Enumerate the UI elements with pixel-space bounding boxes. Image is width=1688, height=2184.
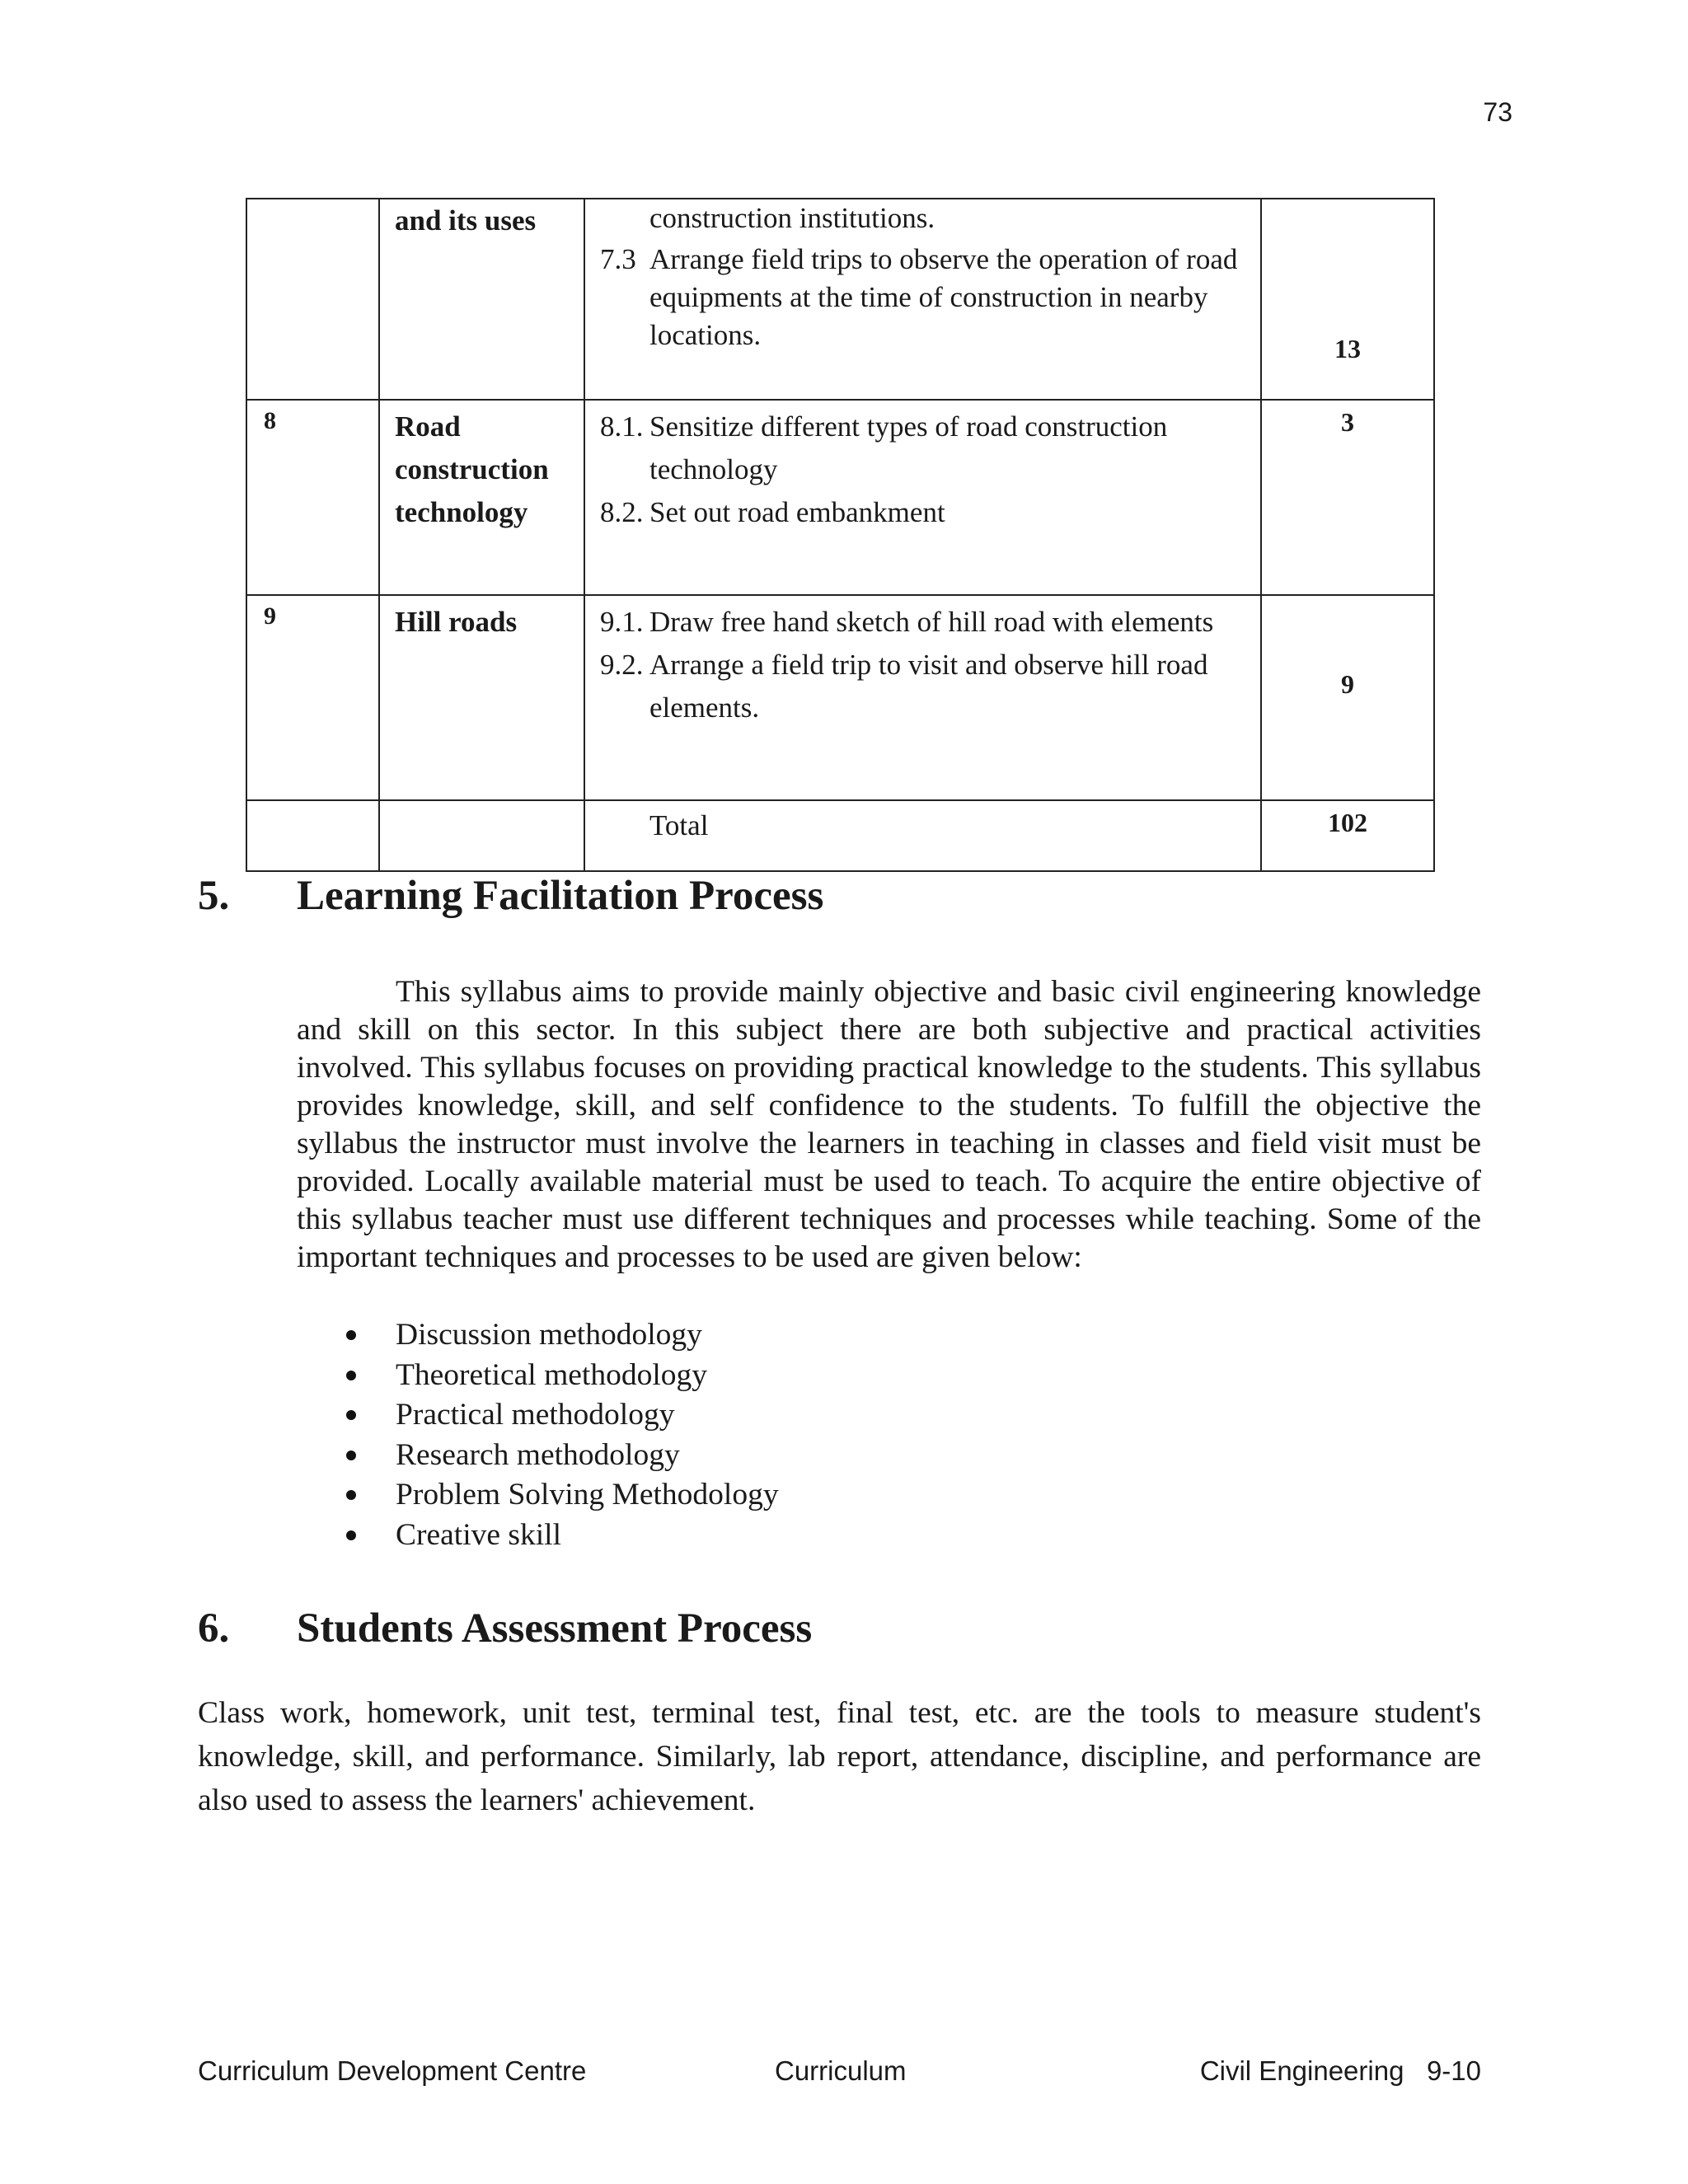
table-row <box>246 800 1434 871</box>
list-item: Problem Solving Methodology <box>346 1475 779 1516</box>
unit-title-cell <box>379 595 584 800</box>
unit-title-cell <box>379 400 584 595</box>
total-label: Total <box>649 809 709 841</box>
activity-item <box>600 241 1252 354</box>
unit-number-cell <box>246 595 379 800</box>
empty-cell <box>379 800 584 871</box>
list-item: Research methodology <box>346 1436 779 1476</box>
methodology-list <box>346 1315 779 1555</box>
activity-item <box>600 601 1252 644</box>
unit-title: and its uses <box>395 204 537 237</box>
empty-cell <box>246 800 379 871</box>
unit-number-cell <box>246 199 379 400</box>
table-row <box>246 199 1434 400</box>
assessment-paragraph: Class work, homework, unit test, terminal test, final test, etc. are the tools to measure student's knowledge, skill, and performance. Similarly, lab report, attendance, discipline, and performance are also used to assess the learners' achievement. <box>198 1696 1481 1817</box>
activity-number: 7.3 <box>600 243 636 275</box>
hours-value: 9 <box>1341 669 1354 699</box>
table-row <box>246 595 1434 800</box>
footer-center: Curriculum <box>775 2055 907 2086</box>
activity-item <box>600 644 1252 729</box>
total-value: 102 <box>1328 808 1367 837</box>
activity-cell <box>584 199 1261 400</box>
activity-text: Arrange a field trip to visit and observe hill road elements. <box>649 649 1208 724</box>
footer-left: Curriculum Development Centre <box>198 2055 587 2086</box>
list-item: Discussion methodology <box>346 1315 779 1356</box>
activity-number: 8.2. <box>600 496 644 528</box>
hours-cell <box>1261 595 1434 800</box>
activity-cell <box>584 400 1261 595</box>
list-item: Theoretical methodology <box>346 1356 779 1396</box>
table-row <box>246 400 1434 595</box>
section-number: 6. <box>198 1605 230 1652</box>
learning-paragraph: This syllabus aims to provide mainly objective and basic civil engineering knowledge and skill on this sector. In this subject there are both subjective and practical activities involved. This syllabus focuses on providing practical knowledge to the students. This syllabus provides knowledge, skill, and self confidence to the students. To fulfill the objective the syllabus the instructor must involve the learners in teaching in classes and field visit must be provided. Locally available material must be used to teach. To acquire the entire objective of this syllabus teacher must use different techniques and processes while teaching. Some of the important techniques and processes to be used are given below: <box>297 975 1481 1274</box>
section-title: Students Assessment Process <box>297 1605 813 1652</box>
activity-number: 9.2. <box>600 649 644 681</box>
activity-text: Arrange field trips to observe the operation of road equipments at the time of construction in nearby locations. <box>649 243 1238 351</box>
activity-text: Draw free hand sketch of hill road with elements <box>649 606 1214 638</box>
activity-cell <box>584 595 1261 800</box>
hours-cell <box>1261 400 1434 595</box>
activity-number: 8.1. <box>600 410 644 443</box>
hours-value: 3 <box>1341 407 1354 437</box>
section-title: Learning Facilitation Process <box>297 873 824 919</box>
activity-text: Set out road embankment <box>649 496 945 528</box>
list-item: Practical methodology <box>346 1395 779 1436</box>
total-label-cell <box>584 800 1261 871</box>
hours-value: 13 <box>1334 334 1361 363</box>
unit-title: Road construction technology <box>395 410 549 528</box>
activity-item <box>600 199 1252 237</box>
syllabus-table <box>246 198 1435 872</box>
unit-title: Hill roads <box>395 606 518 638</box>
page-number: 73 <box>1483 97 1512 127</box>
footer-right: Civil Engineering 9-10 <box>1199 2055 1481 2086</box>
list-item: Creative skill <box>346 1516 779 1556</box>
total-value-cell <box>1261 800 1434 871</box>
activity-item <box>600 405 1252 491</box>
section-number: 5. <box>198 873 230 919</box>
section-heading <box>198 1605 812 1652</box>
unit-number: 8 <box>264 407 276 434</box>
hours-cell <box>1261 199 1434 400</box>
activity-number: 9.1. <box>600 606 644 638</box>
activity-text: construction institutions. <box>649 202 935 234</box>
unit-number: 9 <box>264 602 276 630</box>
activity-item <box>600 491 1252 534</box>
unit-title-cell <box>379 199 584 400</box>
unit-number-cell <box>246 400 379 595</box>
activity-text: Sensitize different types of road construction technology <box>649 410 1168 485</box>
section-heading <box>198 872 823 920</box>
